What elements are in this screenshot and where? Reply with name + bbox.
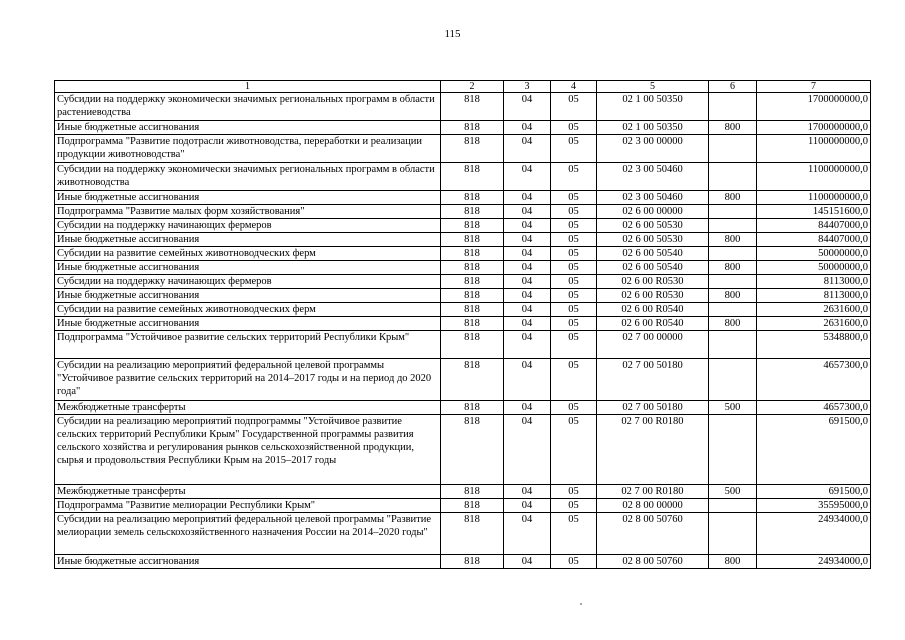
target-article-cell: 02 3 00 50460 [597, 163, 709, 191]
subsection-cell: 05 [551, 359, 597, 401]
table-row [55, 303, 871, 317]
subsection-cell: 05 [551, 401, 597, 415]
ministry-code-cell: 818 [441, 401, 504, 415]
scan-dot [580, 603, 582, 605]
section-cell: 04 [504, 415, 551, 485]
page-number: 115 [444, 28, 461, 40]
table-row [55, 289, 871, 303]
amount-cell: 50000000,0 [757, 247, 871, 261]
expense-type-cell [709, 93, 757, 121]
row-name-cell: Субсидии на поддержку экономически значимых региональных программ в области животноводства [55, 163, 441, 191]
header-col-2: 2 [441, 81, 504, 93]
subsection-cell: 05 [551, 205, 597, 219]
amount-cell: 8113000,0 [757, 275, 871, 289]
section-cell: 04 [504, 485, 551, 499]
table-row [55, 247, 871, 261]
expense-type-cell [709, 219, 757, 233]
amount-cell: 1700000000,0 [757, 93, 871, 121]
table-row [55, 513, 871, 555]
subsection-cell: 05 [551, 121, 597, 135]
header-col-6: 6 [709, 81, 757, 93]
table-row [55, 163, 871, 191]
expense-type-cell [709, 163, 757, 191]
row-name-cell: Иные бюджетные ассигнования [55, 191, 441, 205]
target-article-cell: 02 7 00 R0180 [597, 415, 709, 485]
target-article-cell: 02 6 00 R0530 [597, 289, 709, 303]
row-name-cell: Межбюджетные трансферты [55, 485, 441, 499]
target-article-cell: 02 1 00 50350 [597, 93, 709, 121]
amount-cell: 2631600,0 [757, 317, 871, 331]
section-cell: 04 [504, 205, 551, 219]
expense-type-cell [709, 135, 757, 163]
section-cell: 04 [504, 233, 551, 247]
target-article-cell: 02 6 00 R0540 [597, 303, 709, 317]
subsection-cell: 05 [551, 135, 597, 163]
target-article-cell: 02 1 00 50350 [597, 121, 709, 135]
section-cell: 04 [504, 93, 551, 121]
ministry-code-cell: 818 [441, 191, 504, 205]
expense-type-cell [709, 359, 757, 401]
row-name-cell: Иные бюджетные ассигнования [55, 555, 441, 569]
amount-cell: 24934000,0 [757, 513, 871, 555]
section-cell: 04 [504, 163, 551, 191]
ministry-code-cell: 818 [441, 261, 504, 275]
amount-cell: 1100000000,0 [757, 163, 871, 191]
row-name-cell: Подпрограмма "Развитие малых форм хозяйствования" [55, 205, 441, 219]
ministry-code-cell: 818 [441, 289, 504, 303]
ministry-code-cell: 818 [441, 485, 504, 499]
target-article-cell: 02 7 00 50180 [597, 401, 709, 415]
section-cell: 04 [504, 331, 551, 359]
row-name-cell: Подпрограмма "Развитие подотрасли животноводства, переработки и реализации продукции животноводства" [55, 135, 441, 163]
table-row [55, 499, 871, 513]
expense-type-cell [709, 205, 757, 219]
target-article-cell: 02 7 00 00000 [597, 331, 709, 359]
amount-cell: 5348800,0 [757, 331, 871, 359]
amount-cell: 4657300,0 [757, 401, 871, 415]
section-cell: 04 [504, 261, 551, 275]
row-name-cell: Подпрограмма "Развитие мелиорации Республики Крым" [55, 499, 441, 513]
row-name-cell: Субсидии на поддержку начинающих фермеров [55, 219, 441, 233]
row-name-cell: Субсидии на реализацию мероприятий федеральной целевой программы "Развитие мелиорации земель сельскохозяйственного назначения России на 2014–2020 годы" [55, 513, 441, 555]
section-cell: 04 [504, 121, 551, 135]
expense-type-cell [709, 331, 757, 359]
subsection-cell: 05 [551, 331, 597, 359]
target-article-cell: 02 8 00 50760 [597, 555, 709, 569]
subsection-cell: 05 [551, 317, 597, 331]
expense-type-cell: 800 [709, 191, 757, 205]
subsection-cell: 05 [551, 93, 597, 121]
ministry-code-cell: 818 [441, 233, 504, 247]
header-col-5: 5 [597, 81, 709, 93]
amount-cell: 4657300,0 [757, 359, 871, 401]
expense-type-cell: 500 [709, 401, 757, 415]
header-col-1: 1 [55, 81, 441, 93]
section-cell: 04 [504, 191, 551, 205]
amount-cell: 1100000000,0 [757, 135, 871, 163]
table-row [55, 261, 871, 275]
amount-cell: 691500,0 [757, 415, 871, 485]
target-article-cell: 02 6 00 50530 [597, 219, 709, 233]
section-cell: 04 [504, 359, 551, 401]
target-article-cell: 02 3 00 50460 [597, 191, 709, 205]
section-cell: 04 [504, 247, 551, 261]
row-name-cell: Межбюджетные трансферты [55, 401, 441, 415]
amount-cell: 691500,0 [757, 485, 871, 499]
ministry-code-cell: 818 [441, 275, 504, 289]
row-name-cell: Субсидии на поддержку экономически значимых региональных программ в области растениеводства [55, 93, 441, 121]
table-row [55, 331, 871, 359]
subsection-cell: 05 [551, 303, 597, 317]
expense-type-cell [709, 499, 757, 513]
table-row [55, 121, 871, 135]
ministry-code-cell: 818 [441, 555, 504, 569]
amount-cell: 1100000000,0 [757, 191, 871, 205]
amount-cell: 84407000,0 [757, 233, 871, 247]
section-cell: 04 [504, 219, 551, 233]
ministry-code-cell: 818 [441, 331, 504, 359]
subsection-cell: 05 [551, 233, 597, 247]
row-name-cell: Иные бюджетные ассигнования [55, 261, 441, 275]
target-article-cell: 02 6 00 00000 [597, 205, 709, 219]
target-article-cell: 02 8 00 50760 [597, 513, 709, 555]
subsection-cell: 05 [551, 485, 597, 499]
section-cell: 04 [504, 303, 551, 317]
subsection-cell: 05 [551, 247, 597, 261]
table-row [55, 233, 871, 247]
amount-cell: 84407000,0 [757, 219, 871, 233]
table-row [55, 275, 871, 289]
row-name-cell: Субсидии на реализацию мероприятий подпрограммы "Устойчивое развитие сельских территорий Республики Крым" Государственной программы развития сельского хозяйства и регулирования рынков сельскохозяйственной продукции, сырья и продовольствия Республики Крым на 2015–2017 годы [55, 415, 441, 485]
section-cell: 04 [504, 275, 551, 289]
subsection-cell: 05 [551, 275, 597, 289]
expense-type-cell [709, 303, 757, 317]
section-cell: 04 [504, 135, 551, 163]
ministry-code-cell: 818 [441, 499, 504, 513]
table-row [55, 93, 871, 121]
ministry-code-cell: 818 [441, 121, 504, 135]
header-col-4: 4 [551, 81, 597, 93]
expense-type-cell: 800 [709, 233, 757, 247]
amount-cell: 50000000,0 [757, 261, 871, 275]
section-cell: 04 [504, 499, 551, 513]
ministry-code-cell: 818 [441, 359, 504, 401]
ministry-code-cell: 818 [441, 135, 504, 163]
ministry-code-cell: 818 [441, 317, 504, 331]
amount-cell: 1700000000,0 [757, 121, 871, 135]
amount-cell: 24934000,0 [757, 555, 871, 569]
header-col-7: 7 [757, 81, 871, 93]
ministry-code-cell: 818 [441, 513, 504, 555]
subsection-cell: 05 [551, 513, 597, 555]
row-name-cell: Иные бюджетные ассигнования [55, 317, 441, 331]
table-row [55, 135, 871, 163]
target-article-cell: 02 7 00 50180 [597, 359, 709, 401]
ministry-code-cell: 818 [441, 415, 504, 485]
table-row [55, 485, 871, 499]
budget-table [54, 80, 871, 569]
section-cell: 04 [504, 555, 551, 569]
expense-type-cell: 500 [709, 485, 757, 499]
table-row [55, 401, 871, 415]
target-article-cell: 02 3 00 00000 [597, 135, 709, 163]
expense-type-cell: 800 [709, 555, 757, 569]
subsection-cell: 05 [551, 555, 597, 569]
row-name-cell: Подпрограмма "Устойчивое развитие сельских территорий Республики Крым" [55, 331, 441, 359]
ministry-code-cell: 818 [441, 219, 504, 233]
table-row [55, 219, 871, 233]
subsection-cell: 05 [551, 415, 597, 485]
header-col-3: 3 [504, 81, 551, 93]
row-name-cell: Субсидии на развитие семейных животноводческих ферм [55, 303, 441, 317]
table-row [55, 191, 871, 205]
ministry-code-cell: 818 [441, 303, 504, 317]
expense-type-cell [709, 247, 757, 261]
target-article-cell: 02 6 00 50530 [597, 233, 709, 247]
ministry-code-cell: 818 [441, 247, 504, 261]
section-cell: 04 [504, 289, 551, 303]
subsection-cell: 05 [551, 191, 597, 205]
row-name-cell: Иные бюджетные ассигнования [55, 289, 441, 303]
expense-type-cell: 800 [709, 317, 757, 331]
expense-type-cell: 800 [709, 289, 757, 303]
table-row [55, 205, 871, 219]
row-name-cell: Иные бюджетные ассигнования [55, 233, 441, 247]
expense-type-cell [709, 275, 757, 289]
amount-cell: 145151600,0 [757, 205, 871, 219]
section-cell: 04 [504, 513, 551, 555]
ministry-code-cell: 818 [441, 205, 504, 219]
expense-type-cell: 800 [709, 121, 757, 135]
subsection-cell: 05 [551, 163, 597, 191]
expense-type-cell: 800 [709, 261, 757, 275]
ministry-code-cell: 818 [441, 93, 504, 121]
subsection-cell: 05 [551, 289, 597, 303]
target-article-cell: 02 6 00 R0540 [597, 317, 709, 331]
target-article-cell: 02 6 00 50540 [597, 247, 709, 261]
table-row [55, 317, 871, 331]
expense-type-cell [709, 415, 757, 485]
header-row [55, 81, 871, 93]
row-name-cell: Субсидии на развитие семейных животноводческих ферм [55, 247, 441, 261]
subsection-cell: 05 [551, 219, 597, 233]
row-name-cell: Субсидии на реализацию мероприятий федеральной целевой программы "Устойчивое развитие сельских территорий на 2014–2017 годы и на период до 2020 года" [55, 359, 441, 401]
expense-type-cell [709, 513, 757, 555]
table-row [55, 555, 871, 569]
amount-cell: 8113000,0 [757, 289, 871, 303]
amount-cell: 2631600,0 [757, 303, 871, 317]
section-cell: 04 [504, 401, 551, 415]
table-row [55, 359, 871, 401]
target-article-cell: 02 6 00 50540 [597, 261, 709, 275]
target-article-cell: 02 7 00 R0180 [597, 485, 709, 499]
subsection-cell: 05 [551, 499, 597, 513]
target-article-cell: 02 8 00 00000 [597, 499, 709, 513]
section-cell: 04 [504, 317, 551, 331]
target-article-cell: 02 6 00 R0530 [597, 275, 709, 289]
subsection-cell: 05 [551, 261, 597, 275]
row-name-cell: Иные бюджетные ассигнования [55, 121, 441, 135]
amount-cell: 35595000,0 [757, 499, 871, 513]
ministry-code-cell: 818 [441, 163, 504, 191]
row-name-cell: Субсидии на поддержку начинающих фермеров [55, 275, 441, 289]
table-row [55, 415, 871, 485]
